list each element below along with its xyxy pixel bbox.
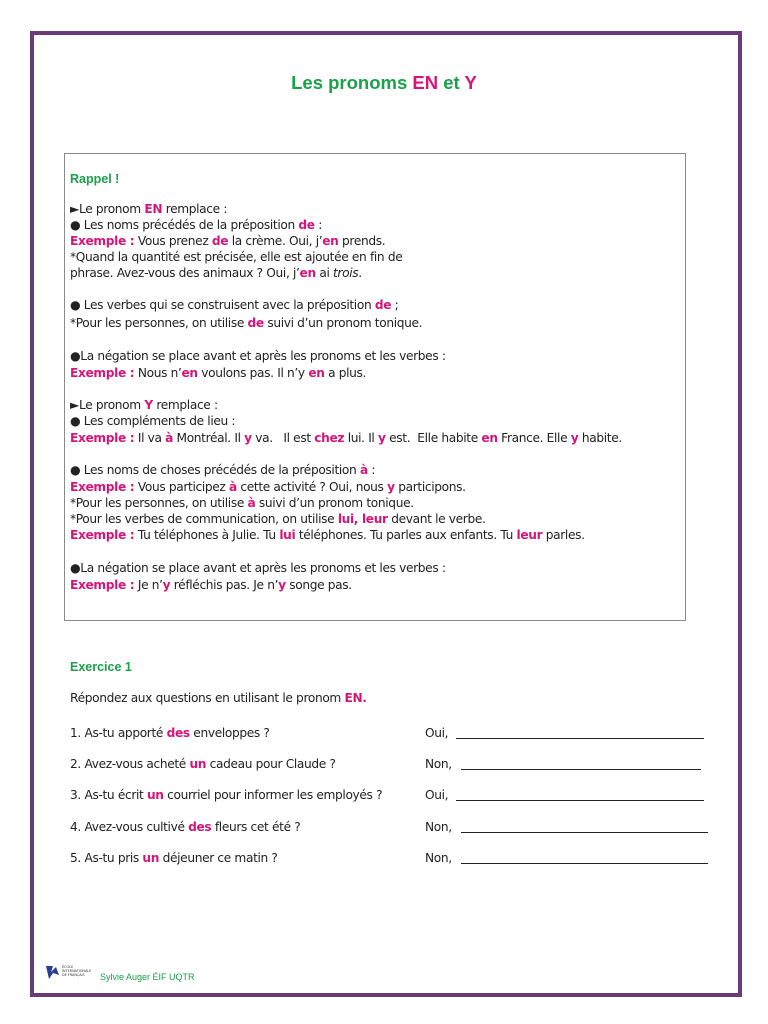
- rappel-line: [70, 266, 362, 281]
- school-logo-icon: [45, 963, 97, 983]
- highlight-text: y: [570, 431, 579, 445]
- highlight-text: en: [181, 366, 198, 380]
- highlight-text: y: [244, 431, 252, 445]
- highlight-text: Exemple :: [70, 366, 135, 380]
- rappel-line: [70, 218, 322, 233]
- rappel-line: [70, 578, 352, 593]
- text-span: est. Elle habite: [385, 431, 482, 445]
- highlight-text: chez: [314, 431, 345, 445]
- answer-prefix: Non,: [425, 851, 452, 865]
- text-span: :: [314, 218, 322, 232]
- highlight-text: de: [247, 316, 264, 330]
- text-span: courriel pour informer les employés ?: [163, 788, 383, 802]
- text-span: 2. Avez-vous acheté: [70, 757, 190, 771]
- rappel-line: [70, 349, 446, 364]
- text-span: fleurs cet été ?: [211, 820, 301, 834]
- logo-line-2: INTERNATIONALE: [62, 969, 92, 973]
- highlight-text: un: [146, 788, 164, 802]
- text-span: Montréal. Il: [173, 431, 245, 445]
- rappel-line: [70, 496, 414, 511]
- text-span: suivi d’un pronom tonique.: [255, 496, 414, 510]
- text-span: devant le verbe.: [387, 512, 486, 526]
- logo-line-3: DE FRANÇAIS: [62, 973, 85, 977]
- text-span: Je n’: [134, 578, 163, 592]
- highlight-text: EN: [144, 202, 163, 216]
- italic-text: trois: [333, 266, 359, 280]
- text-span: *Quand la quantité est précisée, elle est ajoutée en fin de: [70, 250, 403, 264]
- answer-blank[interactable]: [461, 863, 708, 864]
- highlight-text: des: [166, 726, 190, 740]
- text-span: *Pour les personnes, on utilise: [70, 496, 248, 510]
- answer-blank[interactable]: [461, 832, 708, 833]
- highlight-text: à: [247, 496, 256, 510]
- highlight-text: en: [481, 431, 498, 445]
- answer-prefix: Oui,: [425, 788, 449, 802]
- highlight-text: en: [322, 234, 339, 248]
- text-span: ● Les noms de choses précédés de la préposition: [70, 463, 360, 477]
- text-span: ● Les verbes qui se construisent avec la préposition: [70, 298, 375, 312]
- highlight-text: Y: [144, 398, 153, 412]
- text-span: téléphones. Tu parles aux enfants. Tu: [295, 528, 517, 542]
- highlight-text: Exemple :: [70, 528, 135, 542]
- highlight-text: Exemple :: [70, 480, 135, 494]
- rappel-line: [70, 202, 227, 217]
- rappel-line: [70, 366, 366, 381]
- rappel-line: [70, 480, 466, 495]
- text-span: Vous prenez: [134, 234, 212, 248]
- highlight-text: de: [298, 218, 315, 232]
- highlight-text: y: [162, 578, 171, 592]
- text-span: cadeau pour Claude ?: [206, 757, 336, 771]
- school-logo: [45, 963, 97, 983]
- rappel-line: [70, 316, 422, 331]
- text-span: voulons pas. Il n’y: [197, 366, 309, 380]
- rappel-line: [70, 528, 585, 543]
- text-span: Répondez aux questions en utilisant le pronom: [70, 691, 345, 705]
- highlight-text: des: [188, 820, 212, 834]
- text-span: habite.: [578, 431, 622, 445]
- text-span: ● Les compléments de lieu :: [70, 414, 236, 428]
- text-span: 1. As-tu apporté: [70, 726, 167, 740]
- exercice-instruction: [70, 691, 367, 706]
- text-span: ●La négation se place avant et après les pronoms et les verbes :: [70, 349, 446, 363]
- rappel-heading: Rappel !: [70, 172, 120, 186]
- rappel-line: [70, 234, 385, 249]
- exercice-heading: Exercice 1: [70, 660, 132, 674]
- answer-prefix: Oui,: [425, 726, 449, 740]
- text-span: la crème. Oui, j’: [228, 234, 323, 248]
- text-span: ●La négation se place avant et après les pronoms et les verbes :: [70, 561, 446, 575]
- highlight-text: lui: [279, 528, 296, 542]
- text-span: .: [358, 266, 362, 280]
- highlight-text: Exemple :: [70, 431, 135, 445]
- highlight-text: un: [189, 757, 207, 771]
- rappel-line: [70, 398, 218, 413]
- text-span: lui. Il: [344, 431, 378, 445]
- answer-prefix: Non,: [425, 757, 452, 771]
- text-span: cette activité ? Oui, nous: [236, 480, 388, 494]
- highlight-text: y: [378, 431, 386, 445]
- text-span: réfléchis pas. Je n’: [170, 578, 279, 592]
- text-span: parles.: [542, 528, 585, 542]
- highlight-text: y: [387, 480, 395, 494]
- rappel-line: [70, 250, 402, 265]
- highlight-text: Exemple :: [70, 234, 135, 248]
- highlight-text: un: [142, 851, 160, 865]
- text-span: participons.: [394, 480, 466, 494]
- text-span: Tu téléphones à Julie. Tu: [134, 528, 280, 542]
- rappel-line: [70, 431, 622, 446]
- highlight-text: en: [299, 266, 316, 280]
- text-span: remplace :: [152, 398, 218, 412]
- text-span: ;: [391, 298, 399, 312]
- text-span: ►Le pronom: [70, 202, 145, 216]
- text-span: France. Elle: [497, 431, 571, 445]
- text-span: *Pour les verbes de communication, on utilise: [70, 512, 338, 526]
- highlight-text: lui, leur: [337, 512, 388, 526]
- rappel-line: [70, 298, 398, 313]
- rappel-line: [70, 561, 446, 576]
- logo-line-1: ÉCOLE: [62, 965, 74, 969]
- rappel-line: [70, 414, 235, 429]
- rappel-line: [70, 512, 486, 527]
- highlight-text: en: [308, 366, 325, 380]
- footer-author: Sylvie Auger ÉIF UQTR: [100, 972, 195, 982]
- answer-prefix: Non,: [425, 820, 452, 834]
- text-span: 3. As-tu écrit: [70, 788, 147, 802]
- page-title: Les pronoms EN et Y: [291, 72, 477, 93]
- text-span: suivi d’un pronom tonique.: [263, 316, 423, 330]
- highlight-text: EN.: [344, 691, 367, 705]
- text-span: enveloppes ?: [189, 726, 270, 740]
- highlight-text: à: [165, 431, 174, 445]
- answer-blank[interactable]: [456, 800, 704, 801]
- text-span: ►Le pronom: [70, 398, 145, 412]
- highlight-text: à: [229, 480, 237, 494]
- rappel-line: [70, 463, 375, 478]
- text-span: songe pas.: [285, 578, 352, 592]
- text-span: Nous n’: [134, 366, 182, 380]
- highlight-text: y: [278, 578, 286, 592]
- question-text: [70, 820, 300, 835]
- question-text: [70, 757, 336, 772]
- text-span: remplace :: [162, 202, 228, 216]
- text-span: va. Il est: [251, 431, 315, 445]
- highlight-text: de: [374, 298, 392, 312]
- text-span: prends.: [338, 234, 386, 248]
- text-span: déjeuner ce matin ?: [159, 851, 278, 865]
- question-text: [70, 726, 270, 741]
- text-span: ai: [315, 266, 333, 280]
- text-span: 4. Avez-vous cultivé: [70, 820, 189, 834]
- text-span: :: [367, 463, 376, 477]
- highlight-text: Exemple :: [70, 578, 135, 592]
- text-span: a plus.: [324, 366, 367, 380]
- question-text: [70, 788, 382, 803]
- text-span: Vous participez: [134, 480, 229, 494]
- text-span: Il va: [134, 431, 166, 445]
- highlight-text: leur: [516, 528, 543, 542]
- text-span: 5. As-tu pris: [70, 851, 143, 865]
- answer-blank[interactable]: [456, 738, 704, 739]
- text-span: ● Les noms précédés de la préposition: [70, 218, 299, 232]
- question-text: [70, 851, 278, 866]
- text-span: phrase. Avez-vous des animaux ? Oui, j’: [70, 266, 300, 280]
- highlight-text: à: [359, 463, 368, 477]
- answer-blank[interactable]: [461, 769, 701, 770]
- text-span: *Pour les personnes, on utilise: [70, 316, 248, 330]
- highlight-text: de: [211, 234, 229, 248]
